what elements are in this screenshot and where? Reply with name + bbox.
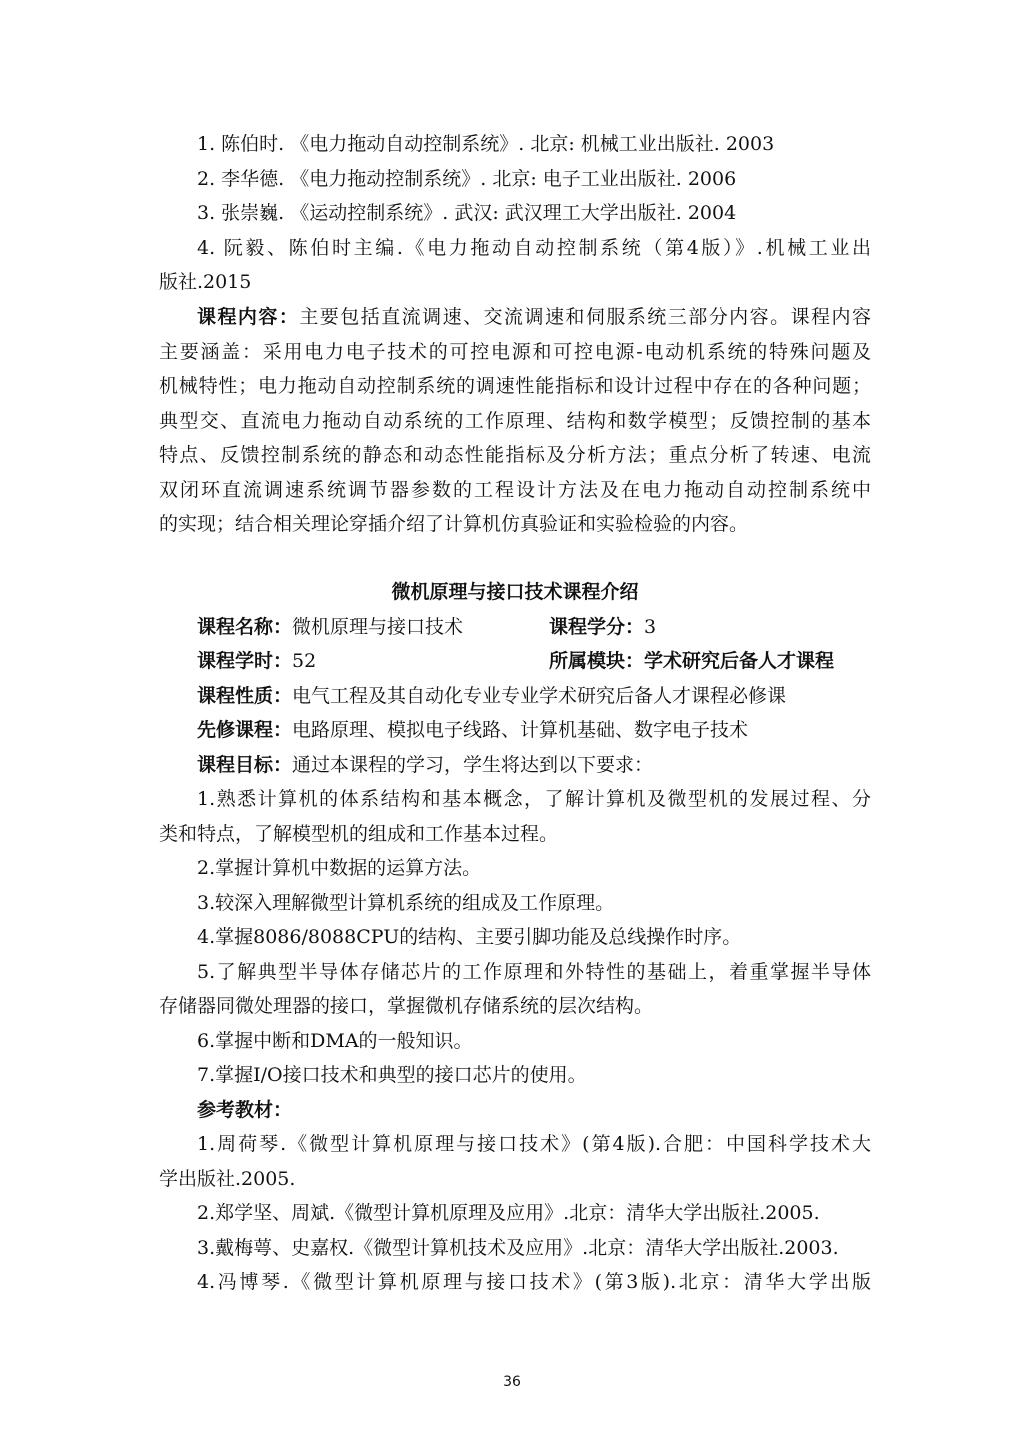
goal-item: 6.掌握中断和DMA的一般知识。 <box>197 1030 473 1052</box>
course-credit-label: 课程学分： <box>549 616 645 638</box>
goal-item: 2.掌握计算机中数据的运算方法。 <box>197 857 482 879</box>
course-name-label: 课程名称： <box>197 616 293 638</box>
section-title: 微机原理与接口技术课程介绍 <box>391 581 639 603</box>
reference-item: 1. 陈伯时. 《电力拖动自动控制系统》. 北京: 机械工业出版社. 2003 <box>197 133 775 155</box>
goal-item: 5.了解典型半导体存储芯片的工作原理和外特性的基础上，着重掌握半导体 <box>197 961 871 983</box>
textbook-item: 4.冯博琴.《微型计算机原理与接口技术》(第3版).北京：清华大学出版 <box>197 1271 871 1293</box>
course-module-label: 所属模块： <box>549 650 645 672</box>
course-content-text: 主要包括直流调速、交流调速和伺服系统三部分内容。课程内容 <box>299 306 871 328</box>
reference-item-continued: 版社.2015 <box>159 271 252 293</box>
reference-item: 4. 阮毅、陈伯时主编.《电力拖动自动控制系统（第4版）》.机械工业出 <box>197 237 871 259</box>
course-nature-value: 电气工程及其自动化专业专业学术研究后备人才课程必修课 <box>292 685 787 707</box>
course-goal-row <box>197 751 871 779</box>
course-content-line: 主要涵盖：采用电力电子技术的可控电源和可控电源-电动机系统的特殊问题及 <box>159 341 871 363</box>
textbooks-label: 参考教材： <box>197 1099 293 1121</box>
reference-item: 3. 张崇巍. 《运动控制系统》. 武汉: 武汉理工大学出版社. 2004 <box>197 202 737 224</box>
course-name-value: 微机原理与接口技术 <box>292 616 464 638</box>
course-content-line: 机械特性；电力拖动自动控制系统的调速性能指标和设计过程中存在的各种问题； <box>159 375 871 397</box>
goal-item-continued: 存储器同微处理器的接口，掌握微机存储系统的层次结构。 <box>159 995 654 1017</box>
course-hours-label: 课程学时： <box>197 650 293 672</box>
page-number: 36 <box>503 1374 521 1390</box>
course-content-line: 的实现；结合相关理论穿插介绍了计算机仿真验证和实验检验的内容。 <box>159 513 749 535</box>
course-content-line: 双闭环直流调速系统调节器参数的工程设计方法及在电力拖动自动控制系统中 <box>159 479 871 501</box>
course-content-line: 特点、反馈控制系统的静态和动态性能指标及分析方法；重点分析了转速、电流 <box>159 444 871 466</box>
reference-item: 2. 李华德. 《电力拖动控制系统》. 北京: 电子工业出版社. 2006 <box>197 168 737 190</box>
course-content-label: 课程内容： <box>197 306 300 328</box>
course-credit-value: 3 <box>644 616 657 638</box>
course-content-paragraph-start <box>197 303 871 331</box>
textbook-item: 3.戴梅萼、史嘉权.《微型计算机技术及应用》.北京：清华大学出版社.2003. <box>197 1237 839 1259</box>
prerequisite-label: 先修课程： <box>197 719 293 741</box>
goal-item-continued: 类和特点，了解模型机的组成和工作基本过程。 <box>159 823 559 845</box>
prerequisite-value: 电路原理、模拟电子线路、计算机基础、数字电子技术 <box>292 719 749 741</box>
course-credit-row <box>549 613 656 641</box>
course-name-row <box>197 613 871 641</box>
goal-item: 4.掌握8086/8088CPU的结构、主要引脚功能及总线操作时序。 <box>197 926 742 948</box>
textbook-item: 2.郑学坚、周斌.《微型计算机原理及应用》.北京：清华大学出版社.2005. <box>197 1202 820 1224</box>
course-module-value: 学术研究后备人才课程 <box>644 650 835 672</box>
course-module-row <box>549 647 834 675</box>
course-content-line: 典型交、直流电力拖动自动系统的工作原理、结构和数学模型；反馈控制的基本 <box>159 410 871 432</box>
course-nature-label: 课程性质： <box>197 685 293 707</box>
goal-item: 7.掌握I/O接口技术和典型的接口芯片的使用。 <box>197 1064 587 1086</box>
goal-item: 1.熟悉计算机的体系结构和基本概念，了解计算机及微型机的发展过程、分 <box>197 788 871 810</box>
textbook-item-continued: 学出版社.2005. <box>159 1168 296 1190</box>
textbook-item: 1.周荷琴.《微型计算机原理与接口技术》(第4版).合肥：中国科学技术大 <box>197 1133 871 1155</box>
prerequisite-row <box>197 716 871 744</box>
course-goal-value: 通过本课程的学习，学生将达到以下要求： <box>292 754 654 776</box>
goal-item: 3.较深入理解微型计算机系统的组成及工作原理。 <box>197 892 615 914</box>
course-nature-row <box>197 682 871 710</box>
course-hours-value: 52 <box>292 650 317 672</box>
course-goal-label: 课程目标： <box>197 754 293 776</box>
